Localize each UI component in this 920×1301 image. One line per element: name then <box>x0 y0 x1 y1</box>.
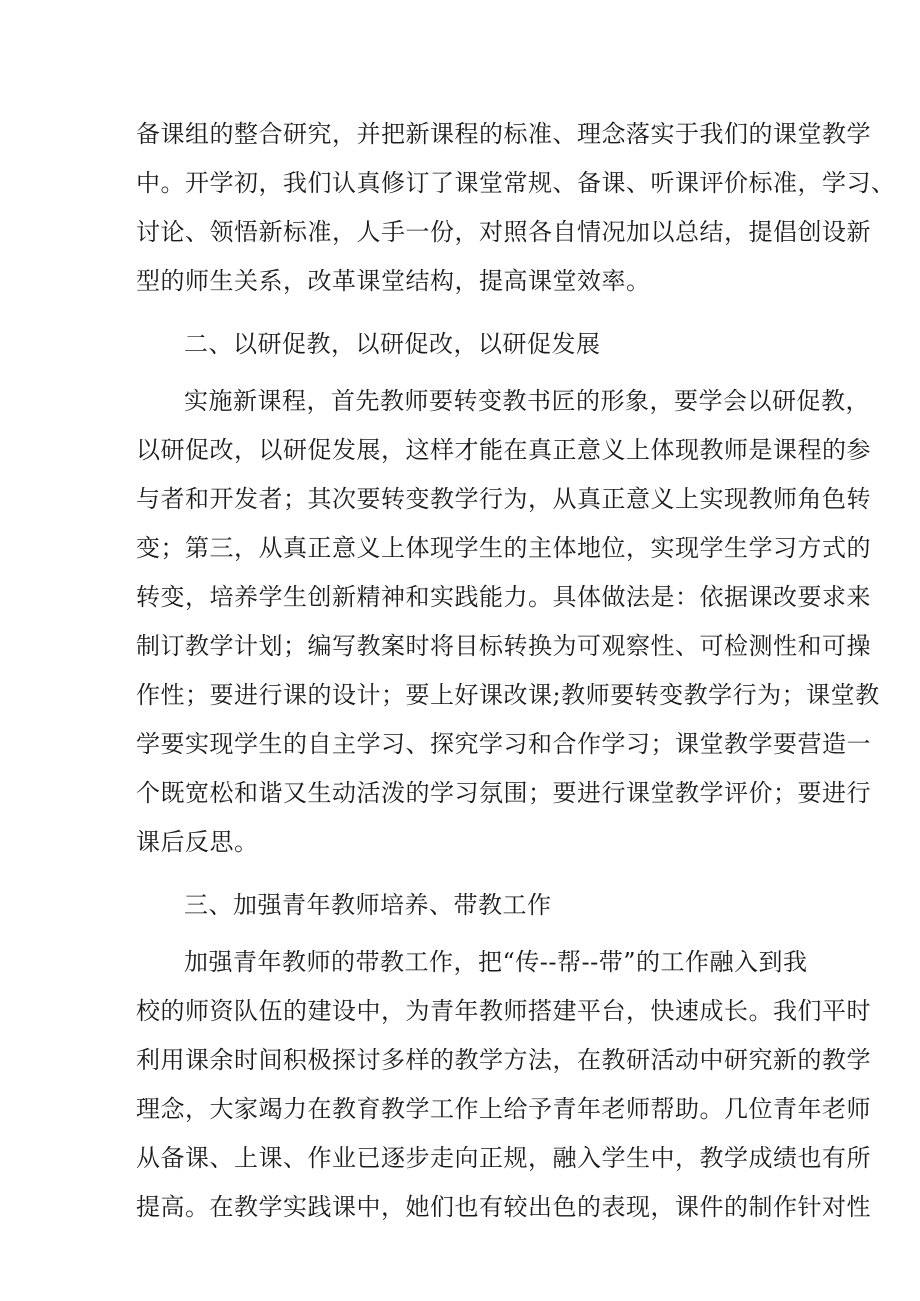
text-line: 利用课余时间积极探讨多样的教学方法，在教研活动中研究新的教学 <box>136 1046 871 1074</box>
text-line: 与者和开发者；其次要转变教学行为，从真正意义上实现教师角色转 <box>136 485 871 513</box>
text-line: 制订教学计划；编写教案时将目标转换为可观察性、可检测性和可操 <box>136 632 871 660</box>
text-line: 转变，培养学生创新精神和实践能力。具体做法是：依据课改要求来 <box>136 583 871 611</box>
text-line: 以研促改，以研促发展，这样才能在真正意义上体现教师是课程的参 <box>136 436 871 464</box>
text-line: 校的师资队伍的建设中，为青年教师搭建平台，快速成长。我们平时 <box>136 997 871 1025</box>
paragraph-intro <box>136 110 896 306</box>
document-page <box>136 110 896 1232</box>
text-line: 理念，大家竭力在教育教学工作上给予青年老师帮助。几位青年老师 <box>136 1095 871 1123</box>
text-line: 课后反思。 <box>136 828 259 856</box>
text-line: 加强青年教师的带教工作，把“传--帮--带”的工作融入到我 <box>184 948 808 976</box>
text-line: 中。开学初，我们认真修订了课堂常规、备课、听课评价标准，学习、 <box>136 169 896 197</box>
text-line: 备课组的整合研究，并把新课程的标准、理念落实于我们的课堂教学 <box>136 120 871 148</box>
text-line: 讨论、领悟新标准，人手一份，对照各自情况加以总结，提倡创设新 <box>136 218 871 246</box>
text-line: 学要实现学生的自主学习、探究学习和合作学习；课堂教学要营造一 <box>136 730 871 758</box>
text-line: 变；第三，从真正意义上体现学生的主体地位，实现学生学习方式的 <box>136 534 871 562</box>
paragraph-3 <box>136 938 871 1232</box>
text-line: 作性；要进行课的设计；要上好课改课;教师要转变教学行为；课堂教 <box>136 681 880 709</box>
section-heading-3: 三、加强青年教师培养、带教工作 <box>184 891 552 919</box>
text-line: 个既宽松和谐又生动活泼的学习氛围；要进行课堂教学评价；要进行 <box>136 779 871 807</box>
section-heading-2: 二、以研促教，以研促改，以研促发展 <box>184 330 601 358</box>
text-line: 提高。在教学实践课中，她们也有较出色的表现，课件的制作针对性 <box>136 1193 871 1221</box>
paragraph-2 <box>136 377 880 867</box>
text-line: 型的师生关系，改革课堂结构，提高课堂效率。 <box>136 267 651 295</box>
text-line: 从备课、上课、作业已逐步走向正规，融入学生中，教学成绩也有所 <box>136 1144 871 1172</box>
text-line: 实施新课程，首先教师要转变教书匠的形象，要学会以研促教， <box>184 387 870 415</box>
